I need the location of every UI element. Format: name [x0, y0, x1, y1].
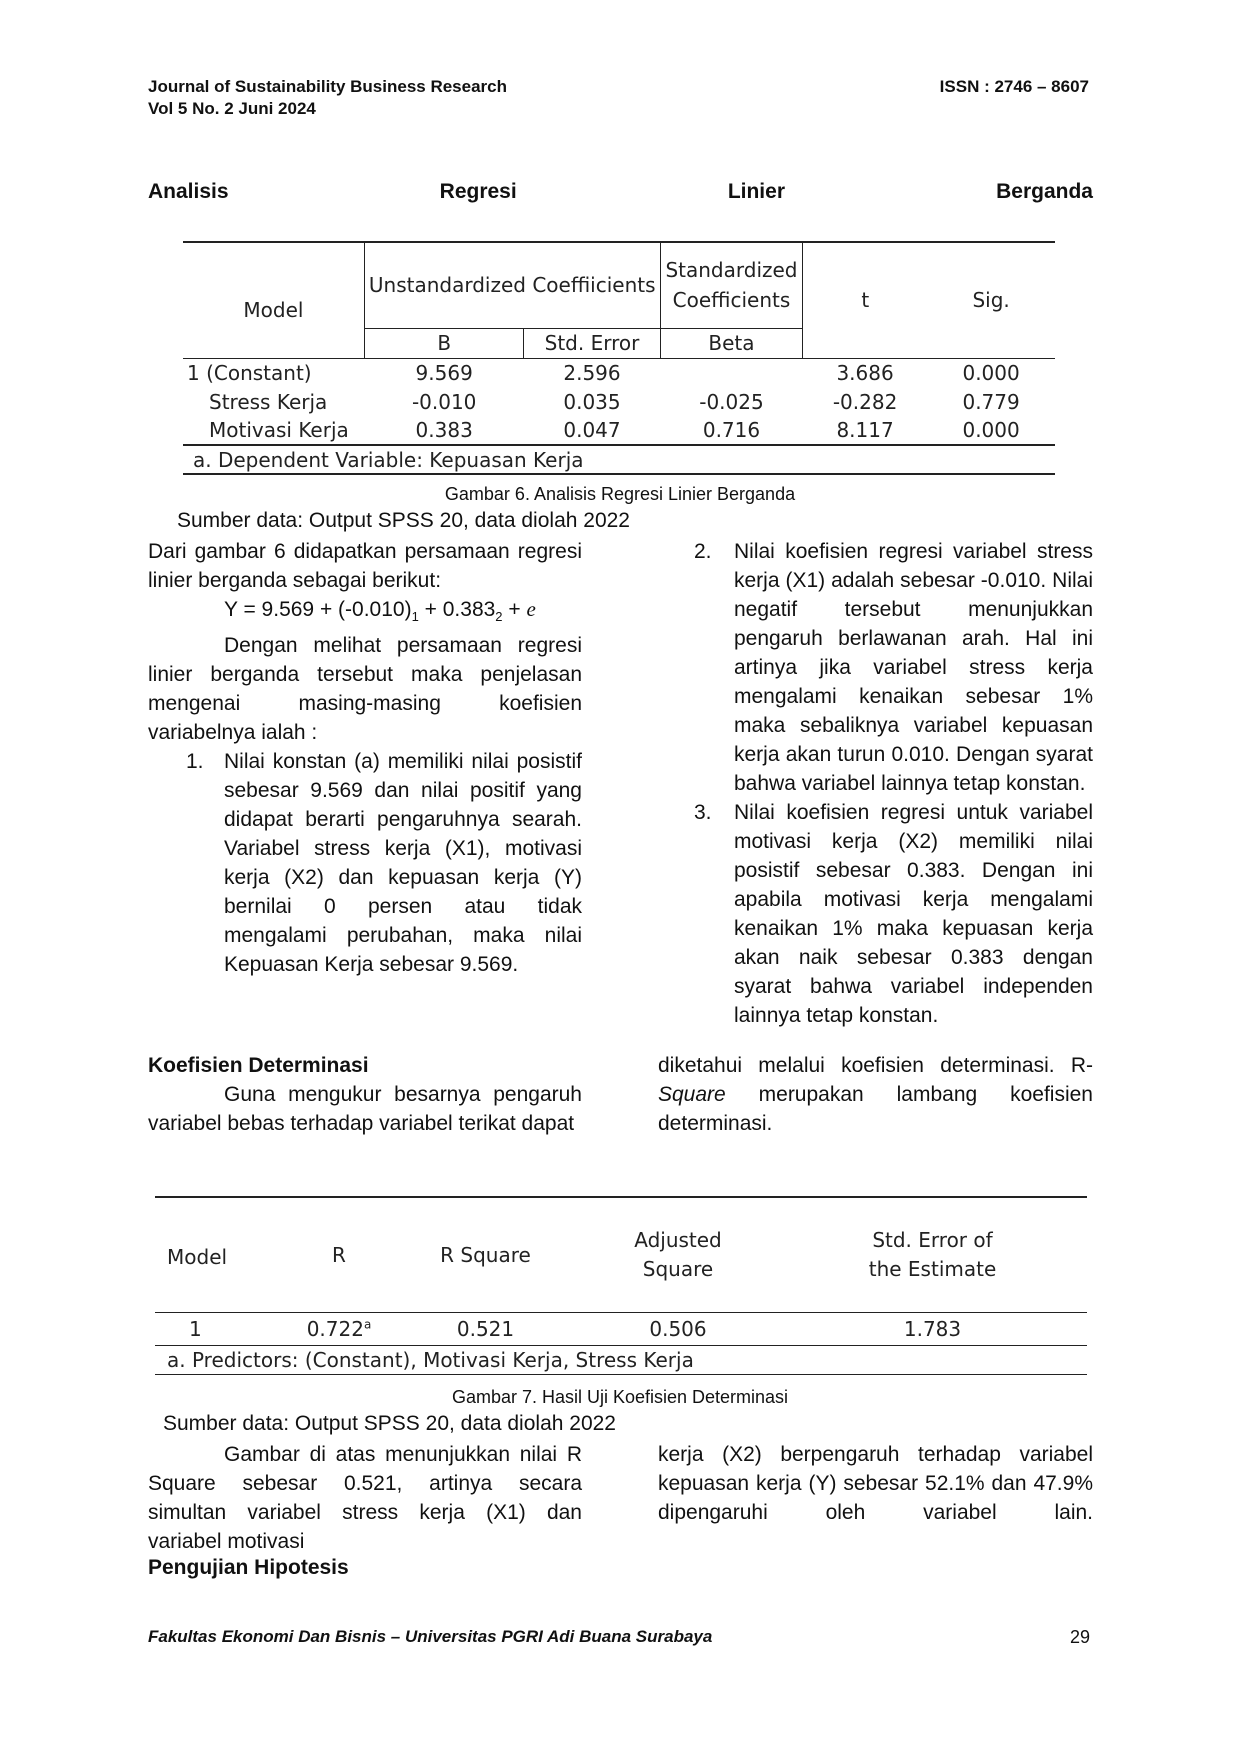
list-item: [658, 537, 1093, 798]
coefficient-list-continued: [658, 537, 1093, 1030]
header-unstandardized: Unstandardized Coeffiicients: [364, 242, 660, 328]
issn: ISSN : 2746 – 8607: [939, 77, 1089, 96]
section2-left-text: Guna mengukur besarnya pengaruh variabel bebas terhadap variabel terikat dapat: [148, 1083, 582, 1135]
equation-subscript: 2: [495, 609, 503, 625]
cell-t: -0.282: [832, 389, 898, 414]
list-number: 3.: [694, 801, 712, 824]
header-beta: Beta: [660, 328, 803, 358]
right-column-1: [658, 537, 1093, 1030]
cell-r-value: 0.722: [306, 1316, 364, 1341]
title-word: Regresi: [439, 180, 517, 203]
coefficient-list: [148, 747, 582, 979]
cell-se: 0.035: [563, 389, 621, 414]
cell-sig: 0.000: [962, 418, 1020, 442]
cell-se: 0.047: [563, 418, 621, 442]
left-column-1: [148, 537, 582, 979]
section2-right-text: [658, 1051, 1093, 1138]
table-row: [183, 387, 1055, 416]
cell-beta: -0.025: [699, 389, 764, 414]
journal-volume: Vol 5 No. 2 Juni 2024: [148, 99, 316, 118]
title-word: Linier: [727, 180, 785, 203]
cell-t: 8.117: [836, 418, 894, 442]
header-standardized-line2: Coefficients: [672, 288, 791, 313]
header-b: B: [364, 328, 524, 358]
list-number: 1.: [186, 750, 204, 774]
header-se-line2: the Estimate: [868, 1256, 997, 1281]
page-number: 29: [1069, 1627, 1090, 1647]
section-title-hipotesis: Pengujian Hipotesis: [148, 1556, 349, 1579]
list-text: Nilai konstan (a) memiliki nilai posistif sebesar 9.569 dan nilai positif yang didapat berarti pengaruhnya searah. Variabel stress kerja (X1), motivasi kerja (X2) dan kepuasan kerja (Y) bernilai 0 persen atau tidak mengalami perubahan, maka nilai Kepuasan Kerja sebesar 9.569.: [224, 750, 582, 977]
coefficient-explanation: Dengan melihat persamaan regresi linier berganda tersebut maka penjelasan mengenai masing-masing koefisien variabelnya ialah :: [148, 634, 582, 745]
header-standardized-line1: Standardized: [665, 258, 798, 283]
cell-beta: [660, 358, 803, 387]
text-part: diketahui melalui koefisien determinasi. R-: [658, 1054, 1093, 1077]
equation-part: +: [502, 598, 527, 621]
equation-part: + 0.383: [418, 598, 496, 621]
cell-model: Motivasi Kerja: [209, 418, 349, 442]
cell-sig: 0.000: [962, 360, 1020, 385]
figure6-caption: Gambar 6. Analisis Regresi Linier Berganda: [444, 484, 796, 504]
figure7-caption: Gambar 7. Hasil Uji Koefisien Determinasi: [451, 1387, 789, 1407]
list-text: Nilai koefisien regresi untuk variabel motivasi kerja (X2) memiliki nilai posistif sebesar 0.383. Dengan ini apabila motivasi kerja mengalami kenaikan 1% maka kepuasan kerja akan naik sebesar 0.383 dengan syarat bahwa variabel independen lainnya tetap konstan.: [734, 801, 1093, 1027]
title-word: Analisis: [148, 180, 229, 203]
section-title-regresi: [148, 179, 1093, 205]
header-sig: Sig.: [972, 288, 1010, 313]
table-row: [183, 358, 1055, 387]
cell-std-error: 1.783: [903, 1316, 962, 1341]
footer-institution: Fakultas Ekonomi Dan Bisnis – Universitas PGRI Adi Buana Surabaya: [148, 1627, 713, 1646]
text-italic: Square: [658, 1083, 726, 1106]
header-r: R: [332, 1242, 346, 1267]
header-std-error-estimate: [778, 1197, 1087, 1312]
determination-table: [155, 1196, 1087, 1375]
header-adjusted-line2: Square: [642, 1256, 714, 1281]
table-row: [155, 1312, 1087, 1345]
cell-model: 1: [189, 1316, 202, 1341]
figure7-source: Sumber data: Output SPSS 20, data diolah 2022: [163, 1412, 616, 1435]
rsquare-explanation-left: Gambar di atas menunjukkan nilai R Square sebesar 0.521, artinya secara simultan variabel stress kerja (X1) dan variabel motivasi: [148, 1443, 582, 1553]
header-t: t: [861, 288, 870, 313]
cell-model: Stress Kerja: [209, 389, 328, 414]
table-footnote: a. Dependent Variable: Kepuasan Kerja: [193, 447, 584, 472]
cell-model: 1 (Constant): [187, 360, 312, 385]
cell-adjusted: 0.506: [649, 1316, 707, 1341]
section-title-koefisien: Koefisien Determinasi: [148, 1054, 369, 1077]
journal-title: Journal of Sustainability Business Research: [148, 77, 508, 96]
equation-error-term: e: [526, 597, 536, 621]
regression-intro: Dari gambar 6 didapatkan persamaan regresi linier berganda sebagai berikut:: [148, 540, 582, 592]
cell-beta: 0.716: [702, 418, 761, 442]
list-item: [658, 798, 1093, 1030]
regression-equation: [148, 595, 582, 631]
list-number: 2.: [694, 540, 712, 563]
header-standardized: [660, 242, 803, 328]
regression-table: [183, 241, 1055, 475]
cell-r-square: 0.521: [456, 1316, 515, 1341]
cell-se: 2.596: [563, 360, 621, 385]
header-adjusted-line1: Adjusted: [634, 1227, 722, 1252]
list-text: Nilai koefisien regresi variabel stress kerja (X1) adalah sebesar -0.010. Nilai negatif tersebut menunjukkan pengaruh berlawanan arah. Hal ini artinya jika variabel stress kerja mengalami kenaikan sebesar 1% maka sebaliknya variabel kepuasan kerja akan turun 0.010. Dengan syarat bahwa variabel lainnya tetap konstan.: [734, 540, 1093, 795]
list-item: [148, 747, 582, 979]
cell-b: -0.010: [411, 389, 477, 414]
cell-b: 9.569: [415, 360, 473, 385]
rsquare-explanation-right: kerja (X2) berpengaruh terhadap variabel kepuasan kerja (Y) sebesar 52.1% dan 47.9% dipengaruhi oleh variabel lain.: [658, 1443, 1093, 1524]
cell-r: [285, 1312, 393, 1345]
cell-r-superscript: a: [363, 1316, 372, 1331]
header-model: Model: [243, 298, 304, 323]
cell-b: 0.383: [415, 418, 473, 442]
header-model: Model: [167, 1244, 228, 1269]
equation-part: Y = 9.569 + (-0.010): [224, 598, 412, 621]
cell-t: 3.686: [836, 360, 894, 385]
header-adjusted-square: [578, 1197, 778, 1312]
running-header: [148, 76, 507, 120]
table-footnote: a. Predictors: (Constant), Motivasi Kerja, Stress Kerja: [167, 1347, 694, 1372]
header-se-line1: Std. Error of: [872, 1227, 993, 1252]
equation-subscript: 1: [411, 609, 419, 625]
header-std-error: Std. Error: [524, 328, 660, 358]
header-r-square: R Square: [440, 1242, 531, 1267]
figure6-source: Sumber data: Output SPSS 20, data diolah 2022: [177, 509, 630, 532]
cell-sig: 0.779: [962, 389, 1020, 414]
table-row: [183, 416, 1055, 445]
text-part: merupakan lambang koefisien determinasi.: [658, 1083, 1093, 1135]
title-word: Berganda: [996, 180, 1093, 203]
